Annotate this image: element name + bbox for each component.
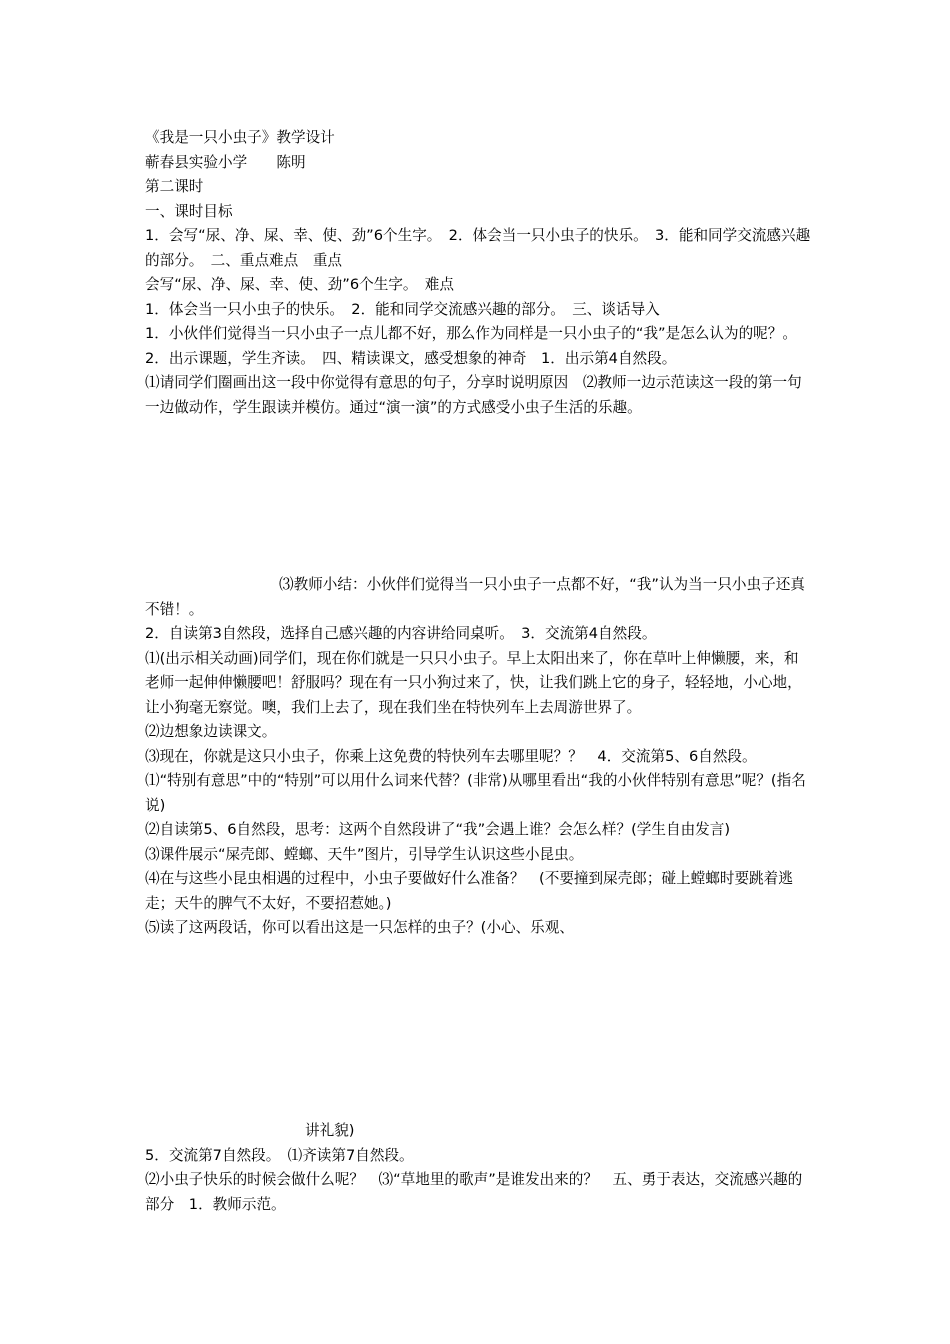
paragraph: ⑷在与这些小昆虫相遇的过程中，小虫子要做好什么准备？ (不要撞到屎壳郎；碰上螳螂时要跳着逃走；天牛的脾气不太好，不要招惹她。) [145,870,793,912]
paragraph: 1．体会当一只小虫子的快乐。 2．能和同学交流感兴趣的部分。 三、谈话导入 [145,300,660,318]
paragraph: ⑶课件展示“屎壳郎、螳螂、天牛”图片，引导学生认识这些小昆虫。 [145,845,584,863]
paragraph: ⑶教师小结：小伙伴们觉得当一只小虫子一点都不好，“我”认为当一只小虫子还真不错！。 [145,576,805,618]
paragraph: 讲礼貌) [305,1122,355,1139]
document-header [145,126,813,420]
paragraph: ⑴(出示相关动画)同学们，现在你们就是一只只小虫子。早上太阳出来了，你在草叶上伸懒腰，来，和老师一起伸伸懒腰吧！舒服吗？现在有一只小狗过来了，快，让我们跳上它的身子，轻轻地，小心地，让小狗毫无察觉。噢，我们上去了，现在我们坐在特快列车上去周游世界了。 [145,649,802,716]
paragraph: ⑵小虫子快乐的时候会做什么呢？ ⑶“草地里的歌声”是谁发出来的？ 五、勇于表达，交流感兴趣的部分 1．教师示范。 [145,1171,803,1213]
paragraph: 一、课时目标 [145,202,233,220]
author-line: 蕲春县实验小学 陈明 [145,153,306,171]
paragraph: ⑴请同学们圈画出这一段中你觉得有意思的句子，分享时说明原因 ⑵教师一边示范读这一段的第一句一边做动作，学生跟读并模仿。通过“演一演”的方式感受小虫子生活的乐趣。 [145,374,802,416]
paragraph: ⑸读了这两段话，你可以看出这是一只怎样的虫子？(小心、乐观、 [145,919,574,936]
document-body-part-3 [145,1119,813,1217]
paragraph: ⑵自读第5、6自然段，思考：这两个自然段讲了“我”会遇上谁？会怎么样？(学生自由发言) [145,821,731,838]
document-title: 《我是一只小虫子》教学设计 [145,129,335,146]
paragraph: 1．会写“尿、净、屎、幸、使、劲”6个生字。 2．体会当一只小虫子的快乐。 3．能和同学交流感兴趣的部分。 二、重点难点 重点 [145,227,811,269]
paragraph: 1．小伙伴们觉得当一只小虫子一点儿都不好，那么作为同样是一只小虫子的“我”是怎么认为的呢？。 2．出示课题，学生齐读。 四、精读课文，感受想象的神奇 1．出示第4自然段。 [145,325,805,367]
paragraph: 会写“尿、净、屎、幸、使、劲”6个生字。 难点 [145,276,454,293]
paragraph: 2．自读第3自然段，选择自己感兴趣的内容讲给同桌听。 3．交流第4自然段。 [145,625,657,642]
paragraph: ⑵边想象边读课文。 [145,723,277,740]
document-body-part-2 [145,573,813,941]
paragraph: ⑴“特别有意思”中的“特别”可以用什么词来代替？(非常)从哪里看出“我的小伙伴特别有意思”呢？(指名说) [145,772,806,814]
section-heading: 第二课时 [145,178,204,195]
paragraph: 5．交流第7自然段。 ⑴齐读第7自然段。 [145,1146,414,1164]
paragraph: ⑶现在，你就是这只小虫子，你乘上这免费的特快列车去哪里呢？？ 4．交流第5、6自然段。 [145,747,757,765]
